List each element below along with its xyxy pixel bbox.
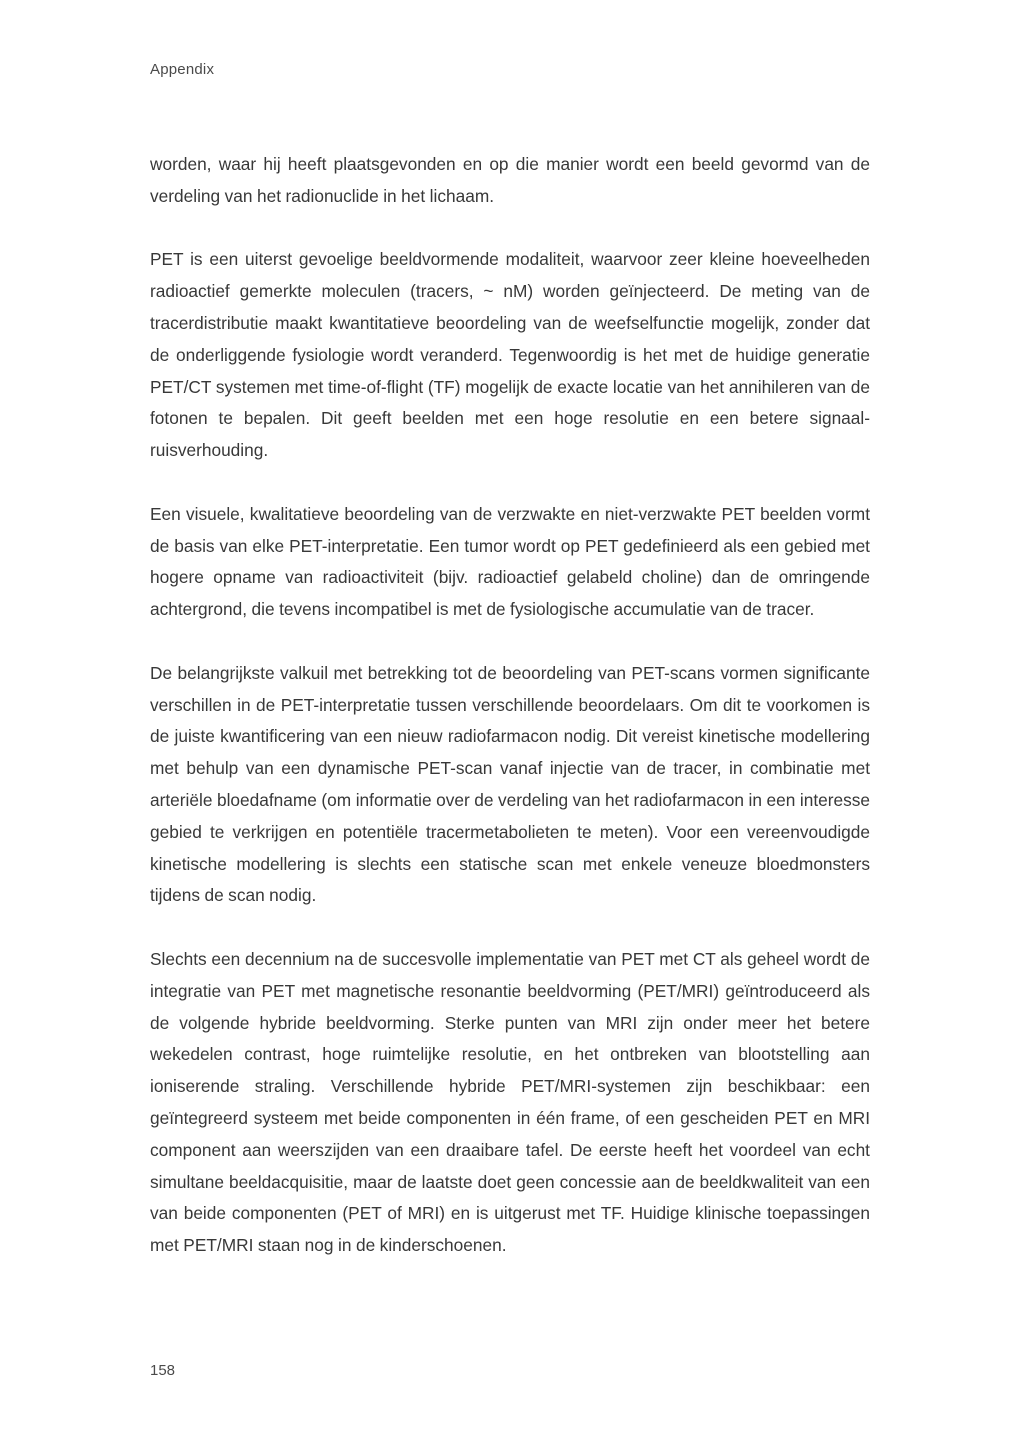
paragraph: De belangrijkste valkuil met betrekking tot de beoordeling van PET-scans vormen significante verschillen in de PET-interpretatie tussen verschillende beoordelaars. Om dit te voorkomen is de juiste kwantificering van een nieuw radiofarmacon nodig. Dit vereist kinetische modellering met behulp van een dynamische PET-scan vanaf injectie van de tracer, in combinatie met arteriële bloedafname (om informatie over de verdeling van het radiofarmacon in een interesse gebied te verkrijgen en potentiële tracermetabolieten te meten). Voor een vereenvoudigde kinetische modellering is slechts een statische scan met enkele veneuze bloedmonsters tijdens de scan nodig. — [150, 662, 870, 906]
paragraph: worden, waar hij heeft plaatsgevonden en op die manier wordt een beeld gevormd van de verdeling van het radionuclide in het lichaam. — [150, 154, 870, 206]
paragraph: Slechts een decennium na de succesvolle implementatie van PET met CT als geheel wordt de integratie van PET met magnetische resonantie beeldvorming (PET/MRI) geïntroduceerd als de volgende hybride beeldvorming. Sterke punten van MRI zijn onder meer het betere wekedelen contrast, hoge ruimtelijke resolutie, en het ontbreken van blootstelling aan ioniserende straling. Verschillende hybride PET/MRI-systemen zijn beschikbaar: een geïntegreerd systeem met beide componenten in één frame, of een gescheiden PET en MRI component aan weerszijden van een draaibare tafel. De eerste heeft het voordeel van echt simultane beeldacquisitie, maar de laatste doet geen concessie aan de beeldkwaliteit van een van beide componenten (PET of MRI) en is uitgerust met TF. Huidige klinische toepassingen met PET/MRI staan nog in de kinderschoenen. — [150, 948, 870, 1256]
paragraph: PET is een uiterst gevoelige beeldvormende modaliteit, waarvoor zeer kleine hoeveelheden radioactief gemerkte moleculen (tracers, ~ nM) worden geïnjecteerd. De meting van de tracerdistributie maakt kwantitatieve beoordeling van de weefselfunctie mogelijk, zonder dat de onderliggende fysiologie wordt veranderd. Tegenwoordig is het met de huidige generatie PET/CT systemen met time-of-flight (TF) mogelijk de exacte locatie van het annihileren van de fotonen te bepalen. Dit geeft beelden met een hoge resolutie en een betere signaal-ruisverhouding. — [150, 249, 870, 461]
running-header: Appendix — [150, 61, 215, 78]
body-text — [150, 149, 870, 1262]
paragraph: Een visuele, kwalitatieve beoordeling van de verzwakte en niet-verzwakte PET beelden vormt de basis van elke PET-interpretatie. Een tumor wordt op PET gedefinieerd als een gebied met hogere opname van radioactiviteit (bijv. radioactief gelabeld choline) dan de omringende achtergrond, die tevens incompatibel is met de fysiologische accumulatie van de tracer. — [150, 503, 870, 620]
page-number: 158 — [150, 1362, 176, 1379]
